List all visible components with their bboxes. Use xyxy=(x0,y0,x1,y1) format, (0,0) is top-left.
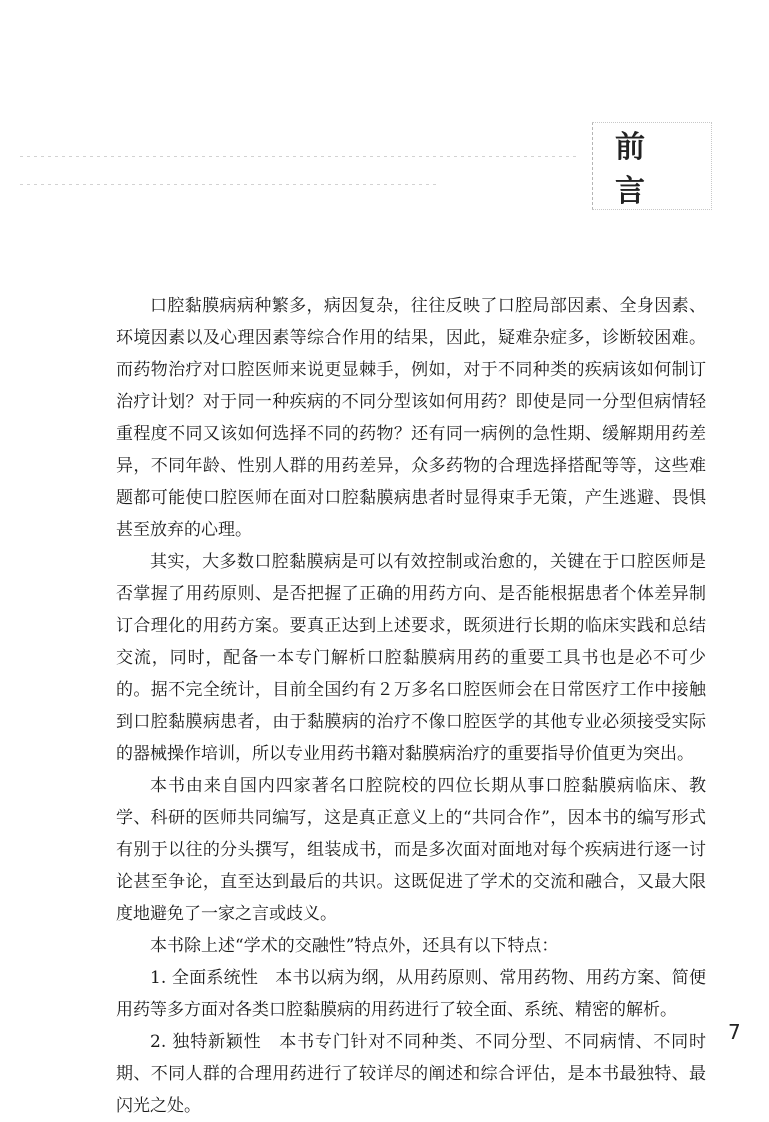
paragraph-3: 本书由来自国内四家著名口腔院校的四位长期从事口腔黏膜病临床、教学、科研的医师共同编写，这是真正意义上的“共同合作”，因本书的编写形式有别于以往的分头撰写，组装成书，而是多次面对面地对每个疾病进行逐一讨论甚至争论，直至达到最后的共识。这既促进了学术的交流和融合，又最大限度地避免了一家之言或歧义。 xyxy=(116,776,706,924)
preface-heading: 前 言 xyxy=(592,122,712,210)
paragraph-4: 本书除上述“学术的交融性”特点外，还具有以下特点： xyxy=(150,936,559,956)
header-rule-right xyxy=(20,184,440,185)
header-rule-left xyxy=(20,156,580,157)
paragraph-2: 其实，大多数口腔黏膜病是可以有效控制或治愈的，关键在于口腔医师是否掌握了用药原则、是否把握了正确的用药方向、是否能根据患者个体差异制订合理化的用药方案。要真正达到上述要求，既须进行长期的临床实践和总结交流，同时，配备一本专门解析口腔黏膜病用药的重要工具书也是必不可少的。据不完全统计，目前全国约有２万多名口腔医师会在日常医疗工作中接触到口腔黏膜病患者，由于黏膜病的治疗不像口腔医学的其他专业必须接受实际的器械操作培训，所以专业用药书籍对黏膜病治疗的重要指导价值更为突出。 xyxy=(116,552,706,764)
paragraph-5: 1. 全面系统性 本书以病为纲，从用药原则、常用药物、用药方案、简便用药等多方面对各类口腔黏膜病的用药进行了较全面、系统、精密的解析。 xyxy=(116,968,706,1020)
paragraph-6: 2. 独特新颖性 本书专门针对不同种类、不同分型、不同病情、不同时期、不同人群的合理用药进行了较详尽的阐述和综合评估，是本书最独特、最闪光之处。 xyxy=(116,1032,706,1116)
paragraph-1: 口腔黏膜病病种繁多，病因复杂，往往反映了口腔局部因素、全身因素、环境因素以及心理因素等综合作用的结果，因此，疑难杂症多，诊断较困难。而药物治疗对口腔医师来说更显棘手，例如，对于不同种类的疾病该如何制订治疗计划？对于同一种疾病的不同分型该如何用药？即使是同一分型但病情轻重程度不同又该如何选择不同的药物？还有同一病例的急性期、缓解期用药差异，不同年龄、性别人群的用药差异，众多药物的合理选择搭配等等，这些难题都可能使口腔医师在面对口腔黏膜病患者时显得束手无策，产生逃避、畏惧甚至放弃的心理。 xyxy=(116,296,706,540)
preface-body xyxy=(116,290,706,1122)
page-number: 7 xyxy=(728,1020,741,1044)
